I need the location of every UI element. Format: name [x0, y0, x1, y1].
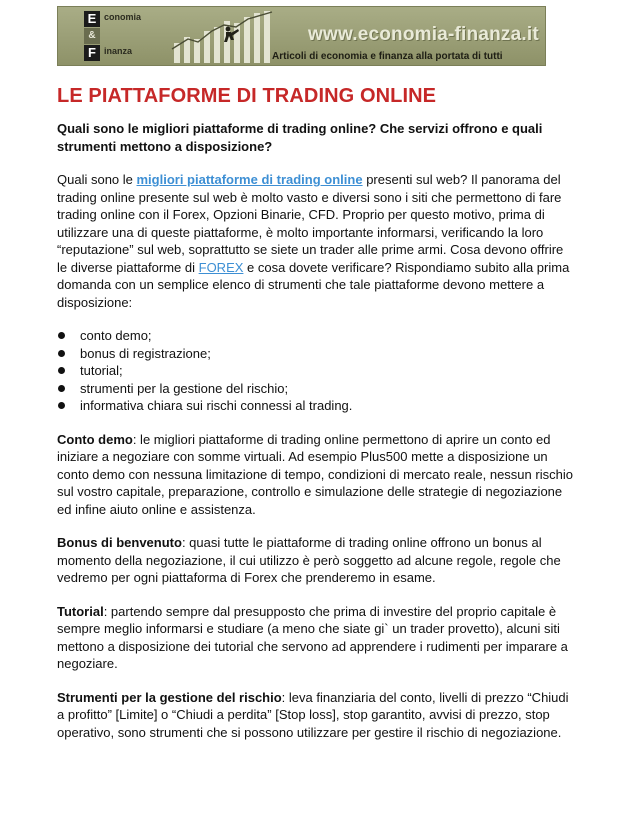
list-item-text: strumenti per la gestione del rischio; — [80, 380, 289, 396]
section-gestione-rischio — [57, 689, 577, 742]
list-item — [57, 397, 577, 415]
section-text: : quasi tutte le piattaforme di trading online offrono un bonus al momento della negoziazione, il cui utilizzo è però soggetto ad alcune regole, regole che vedremo per ogni piattaforma di Forex che prenderemo in esame. — [57, 535, 561, 585]
list-item — [57, 345, 577, 363]
site-tagline: Articoli di economia e finanza alla portata di tutti — [272, 51, 503, 62]
bullet-icon — [58, 402, 65, 409]
section-bonus-benvenuto — [57, 534, 577, 587]
section-lead: Conto demo — [57, 431, 133, 447]
article-subtitle: Quali sono le migliori piattaforme di trading online? Che servizi offrono e quali strumenti mettono a disposizione? — [57, 121, 543, 154]
migliori-piattaforme-link[interactable]: migliori piattaforme di trading online — [136, 172, 363, 187]
logo-row-e — [84, 11, 164, 28]
logo-letter-amp: & — [84, 28, 100, 44]
section-text: : partendo sempre dal presupposto che prima di investire del proprio capitale è sempre meglio informarsi e studiare (a meno che siate gi` un trader provetto), alcuni siti mettono a disposizione dei tutorial che servono ad apprendere i rudimenti per imparare a negoziare. — [57, 603, 568, 671]
intro-text-start: Quali sono le — [57, 172, 137, 187]
section-lead: Bonus di benvenuto — [57, 535, 182, 550]
logo-row-f — [84, 45, 164, 62]
bullet-icon — [58, 332, 65, 339]
list-item-text: tutorial; — [80, 363, 123, 378]
list-item — [57, 380, 577, 398]
section-conto-demo — [57, 431, 577, 519]
list-item-text: informativa chiara sui rischi connessi al trading. — [80, 398, 353, 413]
site-banner[interactable] — [57, 6, 546, 66]
section-text: : le migliori piattaforme di trading online permettono di aprire un conto ed iniziare a negoziare con somme virtuali. Ad esempio Plus500 mette a disposizione un conto demo con nessuna limitazione di tempo, condizioni di mercato reale, nessun rischio sul vostro capitale, preparazione, controllo e simulazione delle strategie di negoziazione ed infine aiuto online e assistenza. — [57, 431, 573, 517]
logo-row-amp — [84, 28, 164, 45]
list-item — [57, 362, 577, 380]
climber-chart-icon — [168, 9, 278, 63]
logo-letter-f: F — [84, 45, 100, 61]
bullet-icon — [58, 367, 65, 374]
forex-link[interactable]: FOREX — [198, 259, 244, 275]
intro-paragraph — [57, 171, 577, 311]
site-logo — [84, 11, 164, 63]
list-item-text: bonus di registrazione; — [80, 345, 211, 361]
intro-text-middle: presenti sul web? Il panorama del trading online presente sul web è molto vasto e diversi sono i siti che permettono di fare trading online con il Forex, Opzioni Binarie, CFD. Proprio per questo motivo, prima di utilizzare una di queste piattaforme, è molto importante informarsi, verificando la loro “reputazione” sul web, soprattutto se siete un trader alle prime armi. Cosa devono offrire le diverse piattaforme di — [57, 172, 564, 275]
article-body — [57, 84, 577, 757]
list-item — [57, 327, 577, 345]
list-item-text: conto demo; — [80, 328, 152, 343]
section-text: : leva finanziaria del conto, livelli di prezzo “Chiudi a profitto” [Limite] o “Chiudi a perdita” [Stop loss], stop garantito, avvisi di prezzo, stop operativo, sono strumenti che si possono utilizzare per gestire il rischio di negoziazione. — [57, 689, 569, 740]
bullet-icon — [58, 350, 65, 357]
section-lead: Strumenti per la gestione del rischio — [57, 689, 282, 705]
logo-word-conomia: conomia — [104, 12, 142, 22]
section-tutorial — [57, 603, 577, 673]
article-title: LE PIATTAFORME DI TRADING ONLINE — [57, 85, 437, 107]
section-lead: Tutorial — [57, 603, 104, 619]
logo-letter-e: E — [84, 11, 100, 27]
features-list — [57, 327, 577, 415]
bullet-icon — [58, 385, 65, 392]
site-url[interactable]: www.economia-finanza.it — [308, 24, 539, 45]
logo-word-inanza: inanza — [104, 46, 133, 56]
intro-text-end: e cosa dovete verificare? Rispondiamo subito alla prima domanda con un semplice elenco di strumenti che tale piattaforme devono mettere a disposizione: — [57, 259, 570, 310]
